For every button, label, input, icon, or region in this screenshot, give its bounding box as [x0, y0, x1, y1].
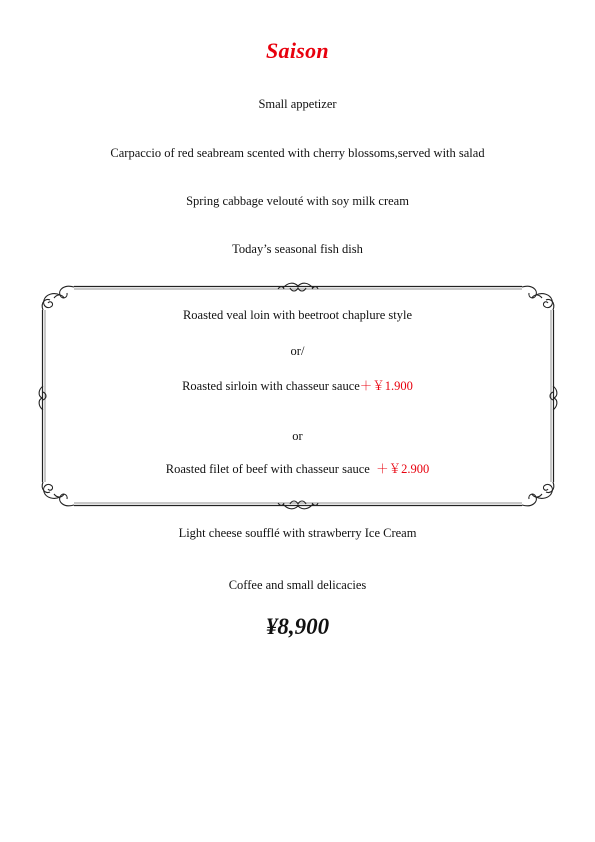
- course-coffee: Coffee and small delicacies: [228, 578, 367, 592]
- course-carpaccio: Carpaccio of red seabream scented with cherry blossoms,served with salad: [110, 146, 485, 160]
- or-separator-2: or: [292, 429, 303, 443]
- course-soup: Spring cabbage velouté with soy milk cream: [186, 194, 409, 208]
- course-dessert: Light cheese soufflé with strawberry Ice Cream: [178, 526, 417, 540]
- main-option-sirloin-label: Roasted sirloin with chasseur sauce: [182, 379, 360, 393]
- sirloin-supplement: ＋￥1.900: [359, 379, 413, 393]
- filet-supplement: ＋￥2.900: [376, 462, 430, 476]
- main-option-veal: Roasted veal loin with beetroot chaplure style: [182, 308, 413, 322]
- main-option-filet-label: Roasted filet of beef with chasseur sauce: [165, 462, 370, 476]
- menu-price: ¥8,900: [265, 614, 330, 639]
- main-option-filet: [0, 461, 595, 477]
- course-appetizer: Small appetizer: [258, 97, 337, 111]
- course-fish: Today’s seasonal fish dish: [232, 242, 363, 256]
- or-separator-1: or/: [290, 344, 305, 358]
- main-option-sirloin: [0, 378, 595, 394]
- menu-title: Saison: [266, 38, 329, 63]
